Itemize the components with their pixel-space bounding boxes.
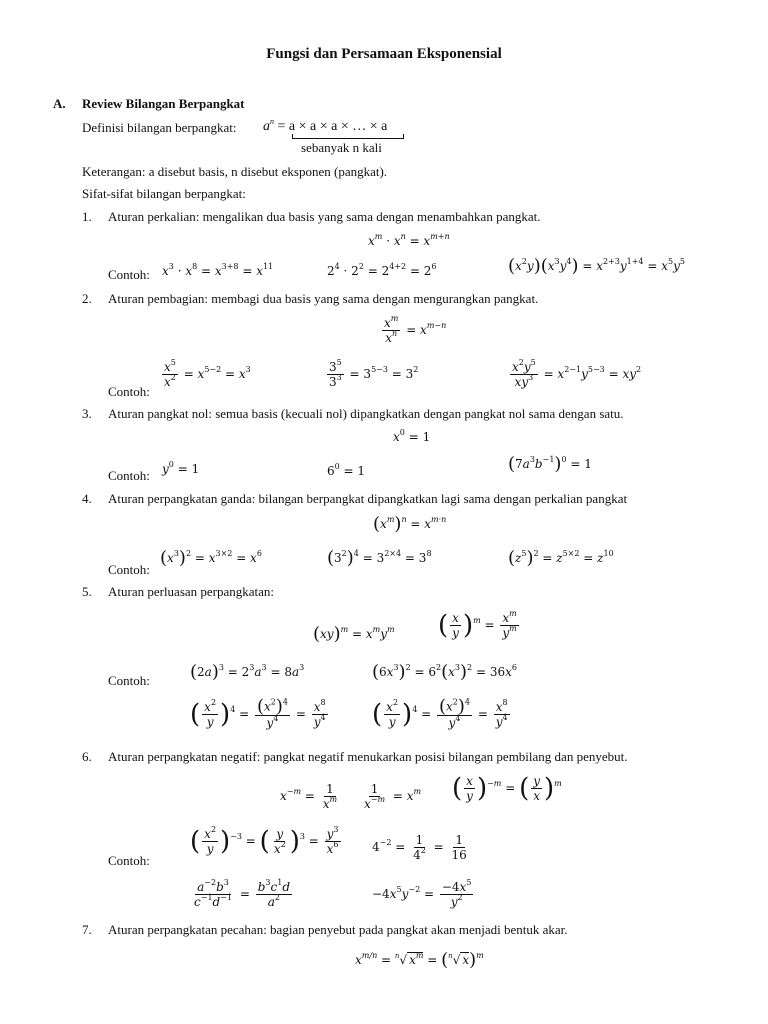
rule-5-formula-2: ( $\frac{x}{y}$ )$^m$ = $\frac{x^m}{y^m}$: [438, 609, 517, 641]
underbrace-label: sebanyak n kali: [301, 140, 382, 155]
keterangan-text: Keterangan: a disebut basis, n disebut eksponen (pangkat).: [82, 164, 388, 179]
rule-1-contoh-label: Contoh:: [108, 267, 150, 282]
rule-1-formula: $x^m \cdot x^n = x^{m+n}$: [368, 232, 450, 248]
rule-4-number: 4.: [82, 491, 92, 506]
definition-base: a: [263, 119, 270, 134]
rule-5-example-4: ( $\frac{x^2}{y}$ )$^4$ = $\frac{(x^2)^4}{y^4}$ = $\frac{x^8}{y^4}$: [372, 696, 508, 730]
rule-6-formula-2: $\frac{1}{x^{-m}}$ = $x^m$: [364, 782, 422, 811]
rule-2-contoh-label: Contoh:: [108, 384, 150, 399]
underbrace: [292, 134, 404, 139]
rule-7-formula: $x^{m/n} = ^n√$ $x^m = (^n√$ x)$^m$: [355, 949, 484, 971]
rule-1-number: 1.: [82, 209, 92, 224]
rule-4-contoh-label: Contoh:: [108, 562, 150, 577]
rule-4-example-1: $(x^3)^2 = x^{3\times 2} = x^6$: [160, 547, 262, 569]
rule-3-number: 3.: [82, 406, 92, 421]
rule-4-text: Aturan perpangkatan ganda: bilangan berpangkat dipangkatkan lagi sama dengan perkalian pangkat: [108, 491, 628, 506]
rule-6-formula-1: $x^{-m}$ = $\frac{1}{x^m}$: [280, 782, 338, 811]
rule-7-number: 7.: [82, 922, 92, 937]
rule-6-example-1: ( $\frac{x^2}{y}$ )$^{-3}$ = ( $\frac{y}{x^2}$ )$^3$ = $\frac{y^3}{x^6}$: [190, 825, 339, 857]
rule-6-formula-3: ( $\frac{x}{y}$ )$^{-m}$ = ( $\frac{y}{x}$ )$^m$: [452, 773, 562, 804]
rule-3-text: Aturan pangkat nol: semua basis (kecuali nol) dipangkatkan dengan pangkat nol sama dengan satu.: [108, 406, 624, 421]
rule-1-example-1: $x^3 \cdot x^8 = x^{3+8} = x^{11}$: [162, 262, 274, 278]
rule-4-formula: $(x^m)^n = x^{m\cdot n}$: [373, 513, 447, 535]
rule-3-example-1: $y^0 = 1$: [162, 460, 200, 476]
rule-1-example-3: $(x^2y)(x^3y^4) = x^{2+3}y^{1+4} = x^5y^5$: [508, 255, 685, 277]
rule-6-example-4: $-4x^5y^{-2}$ = $\frac{-4x^5}{y^2}$: [372, 878, 472, 909]
rule-2-number: 2.: [82, 291, 92, 306]
rule-2-example-3: $\frac{x^2y^5}{xy^3}$ = $x^{2-1}y^{5-3} = xy^2$: [512, 358, 642, 389]
rule-5-contoh-label: Contoh:: [108, 673, 150, 688]
rule-5-number: 5.: [82, 584, 92, 599]
page-title: Fungsi dan Persamaan Eksponensial: [266, 46, 502, 62]
definition-exponent: n: [270, 117, 274, 126]
sifat-text: Sifat-sifat bilangan berpangkat:: [82, 186, 246, 201]
rule-6-example-2: $4^{-2}$ = $\frac{1}{4^2}$ = $\frac{1}{16}$: [372, 833, 467, 862]
rule-5-example-2: $(6x^3)^2 = 6^2(x^3)^2 = 36x^6$: [372, 661, 517, 683]
section-letter: A.: [53, 96, 66, 111]
rule-2-formula: $\frac{x^m}{x^n}$ = $x^{m-n}$: [384, 314, 447, 345]
rule-2-example-2: $\frac{3^5}{3^3}$ = $3^{5-3} = 3^2$: [329, 358, 419, 389]
definition-label: Definisi bilangan berpangkat:: [82, 120, 237, 135]
rule-1-text: Aturan perkalian: mengalikan dua basis yang sama dengan menambahkan pangkat.: [108, 209, 541, 224]
rule-2-text: Aturan pembagian: membagi dua basis yang sama dengan mengurangkan pangkat.: [108, 291, 539, 306]
rule-5-text: Aturan perluasan perpangkatan:: [108, 584, 275, 599]
rule-4-example-2: $(3^2)^4 = 3^{2\times 4} = 3^8$: [327, 547, 432, 569]
rule-3-formula: $x^0 = 1$: [393, 428, 431, 444]
rule-7-text: Aturan perpangkatan pecahan: bagian penyebut pada pangkat akan menjadi bentuk akar.: [108, 922, 568, 937]
rule-3-example-3: $(7a^3b^{-1})^0 = 1$: [508, 453, 592, 475]
rule-4-example-3: $(z^5)^2 = z^{5\times 2} = z^{10}$: [508, 547, 614, 569]
rule-5-example-1: $(2a)^3 = 2^3a^3 = 8a^3$: [190, 661, 305, 683]
section-heading: Review Bilangan Berpangkat: [82, 96, 245, 111]
rule-6-text: Aturan perpangkatan negatif: pangkat negatif menukarkan posisi bilangan pembilang dan penyebut.: [108, 749, 628, 764]
rule-6-number: 6.: [82, 749, 92, 764]
definition-formula: [263, 119, 387, 135]
rule-6-contoh-label: Contoh:: [108, 853, 150, 868]
rule-3-contoh-label: Contoh:: [108, 468, 150, 483]
rule-1-example-2: $2^4 \cdot 2^2 = 2^{4+2} = 2^6$: [327, 262, 437, 278]
rule-5-example-3: ( $\frac{x^2}{y}$ )$^4$ = $\frac{(x^2)^4}{y^4}$ = $\frac{x^8}{y^4}$: [190, 696, 326, 730]
rule-5-formula-1: $(xy)^m = x^my^m$: [313, 623, 395, 645]
definition-product: = a × a × a × … × a: [277, 119, 388, 134]
rule-2-example-1: $\frac{x^5}{x^2}$ = $x^{5-2} = x^3$: [164, 358, 251, 389]
rule-6-example-3: $\frac{a^{-2}b^3}{c^{-1}d^{-1}}$ = $\frac{b^3c^1d}{a^2}$: [194, 878, 290, 909]
rule-3-example-2: $6^0 = 1$: [327, 462, 366, 478]
